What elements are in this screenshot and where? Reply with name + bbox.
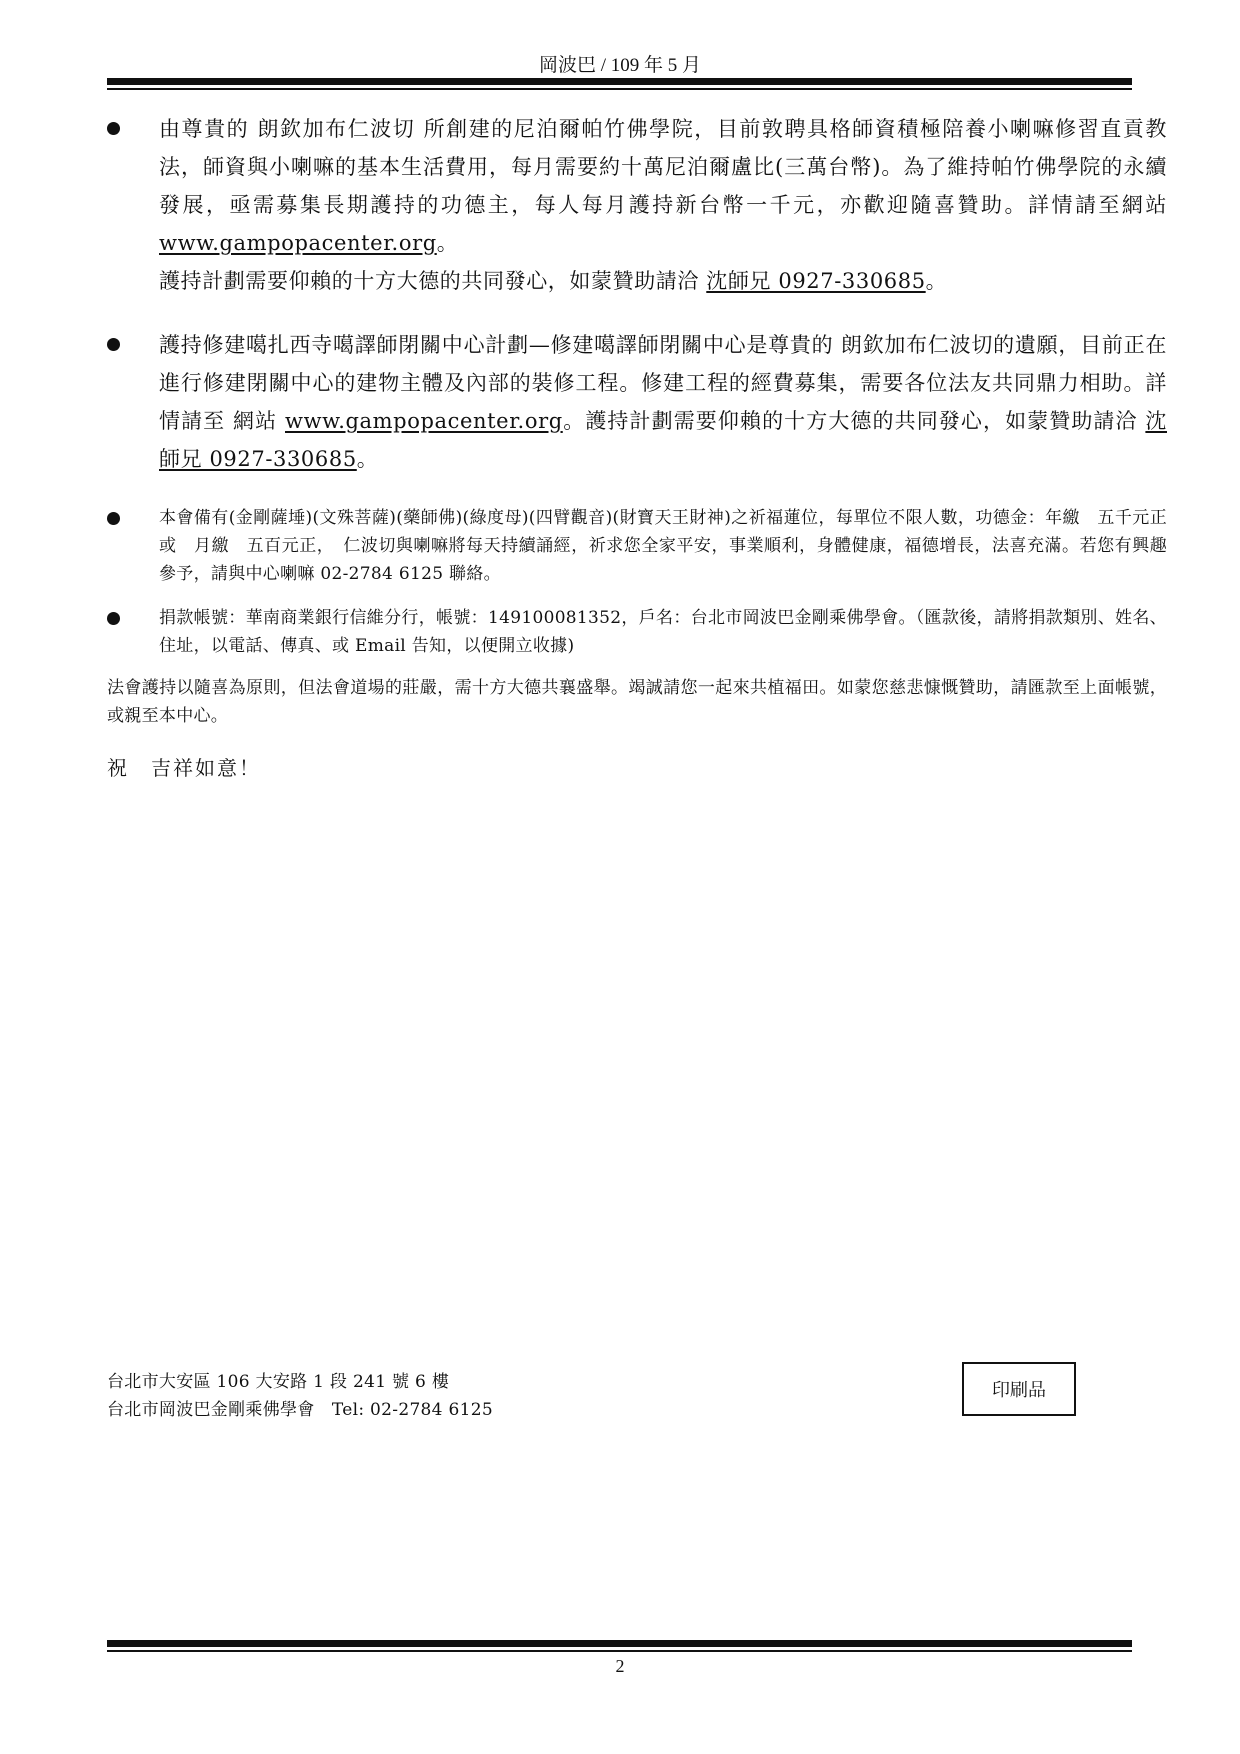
closing-paragraph: 法會護持以隨喜為原則，但法會道場的莊嚴，需十方大德共襄盛舉。竭誠請您一起來共植福田。如蒙您慈悲慷慨贊助，請匯款至上面帳號，或親至本中心。 <box>107 678 1167 726</box>
bullet-dot-icon <box>107 612 120 625</box>
bullet-item-retreat-center <box>107 326 1167 478</box>
bullet-text: 捐款帳號：華南商業銀行信維分行，帳號：149100081352，戶名：台北市岡波巴金剛乘佛學會。（匯款後，請將捐款類別、姓名、住址，以電話、傳真、或 Email 告知，以便開立收據) <box>159 608 1167 656</box>
page-number: 2 <box>615 1656 625 1676</box>
main-content <box>107 110 1185 781</box>
bullet-item-academy <box>107 110 1167 300</box>
bullet-dot-icon <box>107 122 120 135</box>
bullet-dot-icon <box>107 338 120 351</box>
footer-address-block <box>107 1368 493 1424</box>
bullet-text: 由尊貴的 朗欽加布仁波切 所創建的尼泊爾帕竹佛學院，目前敦聘具格師資積極陪養小喇嘛修習直貢教法，師資與小喇嘛的基本生活費用，每月需要約十萬尼泊爾盧比(三萬台幣)。為了維持帕竹佛學院的永續發展，亟需募集長期護持的功德主，每人每月護持新台幣一千元，亦歡迎隨喜贊助。詳情請至網站 www.gampopacenter.org。 護持計劃需要仰賴的十方大德的共同發心，如蒙贊助請洽 沈師兄 0927-330685。 <box>159 117 1167 293</box>
footer-org-phone: 台北市岡波巴金剛乘佛學會 Tel: 02-2784 6125 <box>107 1400 493 1420</box>
header-rule-thick <box>107 78 1132 85</box>
website-link[interactable]: www.gampopacenter.org <box>159 231 437 255</box>
bullet-item-donation-account <box>107 604 1167 660</box>
bullet-text: 護持修建噶扎西寺噶譯師閉關中心計劃—修建噶譯師閉關中心是尊貴的 朗欽加布仁波切的遺願，目前正在進行修建閉關中心的建物主體及內部的裝修工程。修建工程的經費募集，需要各位法友共同鼎力相助。詳情請至 網站 www.gampopacenter.org。護持計劃需要仰賴的十方大德的共同發心，如蒙贊助請洽 沈師兄 0927-330685。 <box>159 333 1167 471</box>
footer-address: 台北市大安區 106 大安路 1 段 241 號 6 樓 <box>107 1372 450 1392</box>
page-header-title: 岡波巴 / 109 年 5 月 <box>538 55 702 76</box>
bullet-item-blessing-lotus <box>107 504 1185 588</box>
footer-rule-thick <box>107 1640 1132 1647</box>
bullet-text: 本會備有(金剛薩埵)(文殊菩薩)(藥師佛)(綠度母)(四臂觀音)(財寶天王財神)之祈福蓮位，每單位不限人數，功德金：年繳 五千元正 或 月繳 五百元正， 仁波切與喇嘛將每天持續誦經，祈求您全家平安，事業順利，身體健康，福德增長，法喜充滿。若您有興趣參予，請與中心喇嘛 02-2784 6125 聯絡。 <box>159 508 1185 584</box>
header-rule-thin <box>107 88 1132 90</box>
contact-phone: 沈師兄 0927-330685 <box>706 269 926 293</box>
contact-phone: 沈師兄 0927-330685 <box>159 409 1167 471</box>
footer-rule-thin <box>107 1650 1132 1652</box>
printed-matter-stamp: 印刷品 <box>962 1362 1076 1416</box>
bullet-dot-icon <box>107 512 120 525</box>
website-link[interactable]: www.gampopacenter.org <box>285 409 563 433</box>
regards-line: 祝 吉祥如意！ <box>107 756 261 780</box>
